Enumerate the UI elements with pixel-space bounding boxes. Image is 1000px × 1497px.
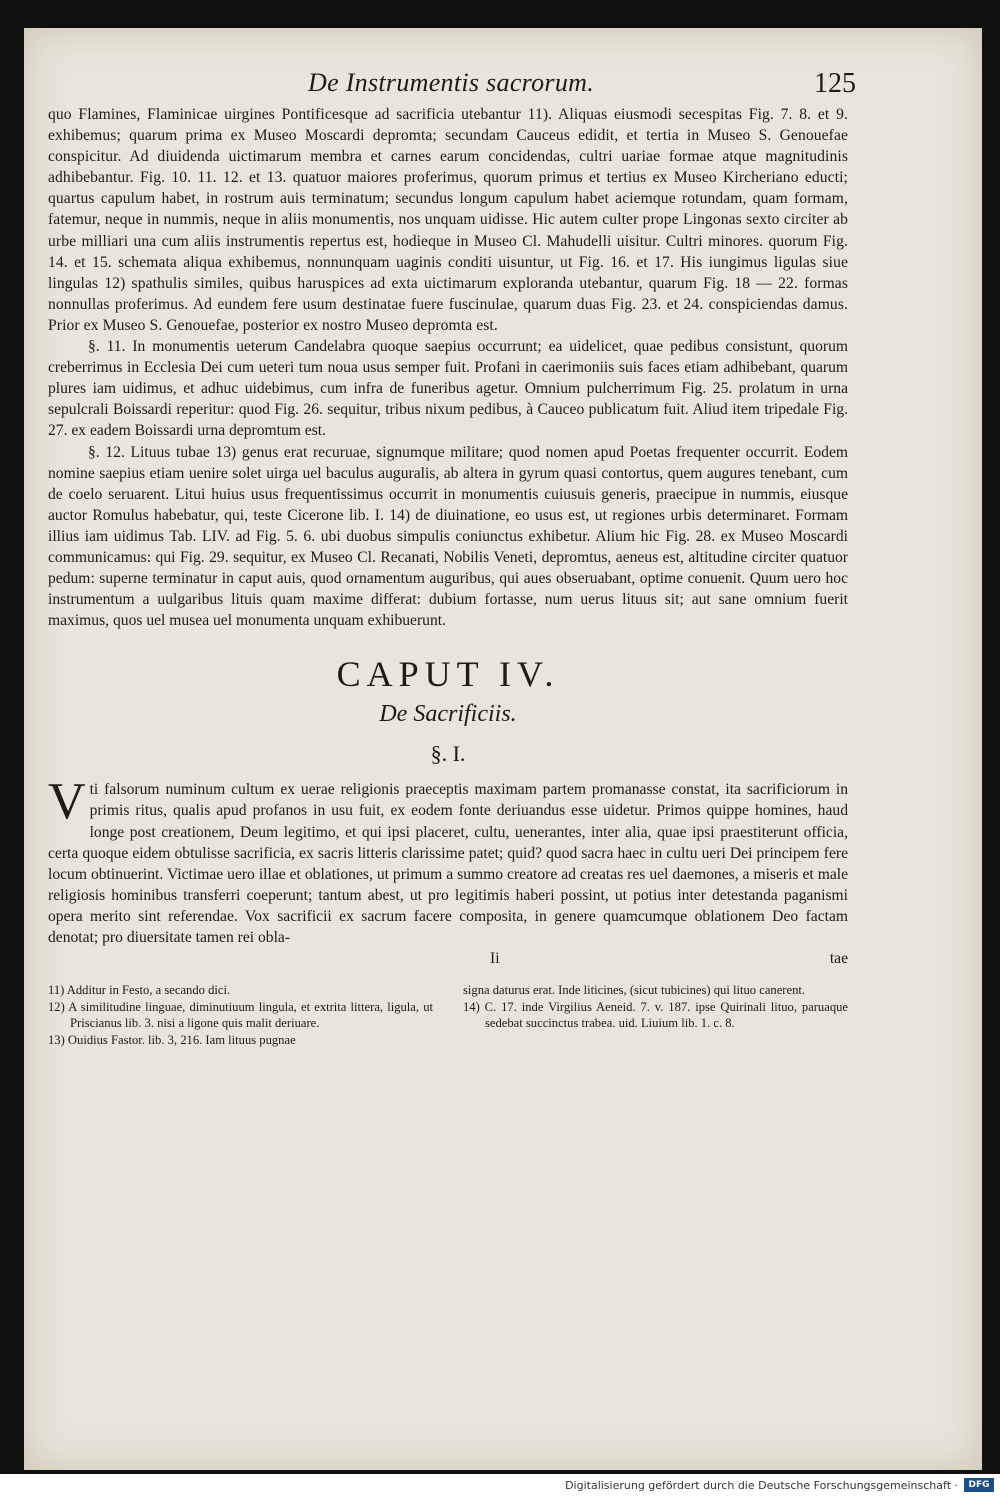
- chapter-paragraph-text: ti falsorum numinum cultum ex uerae religionis praeceptis maximam partem promanasse constat, ita sacrificiorum in primis ritus, qualis apud profanos in usu fuit, ex eodem fonte deriuandus esse uidetur. Primos quippe homines, haud longe post creationem, Deum legitimo, et qui ipsi placeret, cultu, uenerantes, inter alia, quae ipsi praestiterunt officia, certa quoque eidem obtulisse sacrificia, ex sacris litteris clarissime patet; quid? quod sacra haec in cultu ueri Dei principem fere locum obtinuerint. Victimae uero illae et oblationes, ut primum a summo creatore ad creatas res uel daemones, a miseris et male religiosis hominibus transferri coeperunt; tantum abest, ut pro legitimis haberi possint, ut potius inter detestanda paganismi opera merito sint referendae. Vox sacrificii ex sacrum facere composita, in genere quamcumque oblationem Deo factam denotat; pro diuersitate tamen rei obla-: [48, 781, 848, 946]
- paragraph-section-11: §. 11. In monumentis ueterum Candelabra quoque saepius occurrunt; ea uidelicet, quae pedibus consistunt, quorum creberrimus in Ecclesia Dei cum ueteri tum noua usus semper fuit. Profani in caerimoniis suis faces etiam adhibebant, quarum plures iam uidimus, et adhuc uidebimus, cum infra de funeribus agetur. Omnium pulcherrimum Fig. 25. prolatum in urna sepulcrali Boissardi reperitur: quod Fig. 26. sequitur, tribus nixum pedibus, à Cauceo publicatum fuit. Aliud item tripedale Fig. 27. ex eadem Boissardi urna depromtum est.: [48, 338, 848, 440]
- section-mark: §. I.: [430, 741, 466, 767]
- credit-text: Digitalisierung gefördert durch die Deutsche Forschungsgemeinschaft ·: [565, 1479, 958, 1492]
- chapter-subtitle: De Sacrificiis.: [379, 701, 517, 728]
- signature-mark: Ii: [490, 950, 500, 968]
- page-number: 125: [814, 68, 856, 99]
- digitization-credit-bar: [0, 1474, 1000, 1497]
- paragraph-section-12: §. 12. Lituus tubae 13) genus erat recuruae, signumque militare; quod nomen apud Poetas frequenter occurrit. Eodem nomine saepius etiam uenire solet uirga uel baculus auguralis, ab altera in gyrum quasi contortus, quem augures tenebant, cum de coelo seruarent. Litui huius usus frequentissimus occurrit in monumentis cuiusuis generis, praecipue in nummis, eiusque auctor Romulus habebatur, qui, teste Cicerone lib. I. 14) de diuinatione, eo usus est, ut regiones urbis determinaret. Formam illius iam uidimus Tab. LIV. ad Fig. 5. 6. ubi duobus simpulis coniunctus exhibetur. Alium hic Fig. 28. ex Museo Moscardi communicamus: qui Fig. 29. sequitur, ex Museo Cl. Recanati, Nobilis Veneti, depromtus, aeneus est, altitudine circiter quatuor pedum: superne terminatur in caput auis, quod ornamentum auguribus, qui aues obseruabant, optime conuenit. Quum uero hoc instrumentum a uulgaribus lituis quam maxime differat: dubium fortasse, num uerus lituus sit; aut sane omnium fuerit maximus, quos uel musea uel monumenta unquam exhibuerunt.: [48, 443, 848, 630]
- drop-cap: V: [48, 773, 86, 831]
- running-title: De Instrumentis sacrorum.: [308, 68, 595, 97]
- running-head: [48, 60, 856, 104]
- footnote: 14) C. 17. inde Virgilius Aeneid. 7. v. 187. ipse Quirinali lituo, paruaque sedebat succinctus trabea. uid. Liuium lib. 1. c. 8.: [463, 999, 848, 1031]
- paragraph-continuation: quo Flamines, Flaminicae uirgines Pontificesque ad sacrificia utebantur 11). Aliquas eiusmodi secespitas Fig. 7. 8. et 9. exhibemus; quarum prima ex Museo Moscardi depromta; secundam Cauceus edidit, et tertia in Museo S. Genouefae conspicitur. Ad diuidenda uictimarum membra et carnes earum concidendas, cultri uariae formae atque magnitudinis adhibebantur. Fig. 10. 11. 12. et 13. quatuor maiores proferimus, quorum primus et tertius ex Museo Kircheriano educti; quartus capulum habet, in rostrum auis terminatum; secundus longum capulum habet aciemque rotundam, quam formam, fatemur, neque in nummis, neque in aliis monumentis, nos unquam uidisse. Hic autem culter prope Lingonas sexto circiter ab urbe milliari una cum aliis instrumentis repertus est, hodieque in Museo Cl. Mahudelli uisitur. Cultri minores. quorum Fig. 14. et 15. schemata aliqua exhibemus, nonnunquam uaginis conditi uisuntur, ut Fig. 16. et 17. His iungimus ligulas siue lingulas 12) spathulis similes, quibus haruspices ad exta uictimarum exploranda utebantur, quarum Fig. 18 — 22. formas nonnullas proferimus. Ad eundem fere usum destinatae fuere fuscinulae, quarum duas Fig. 23. et 24. conspiciendas damus. Prior ex Museo S. Genouefae, posterior ex nostro Museo depromta est.: [48, 106, 848, 334]
- footnotes: [48, 982, 848, 1048]
- dfg-logo-icon: DFG: [964, 1478, 994, 1492]
- footnote: 11) Additur in Festo, a secando dici.: [48, 983, 231, 998]
- signature-line: [48, 948, 848, 974]
- footnotes-right-column: [463, 982, 848, 1048]
- catchword: tae: [829, 950, 848, 968]
- footnote: 13) Ouidius Fastor. lib. 3, 216. Iam lituus pugnae: [48, 1032, 296, 1047]
- footnotes-left-column: [48, 982, 433, 1048]
- chapter-paragraph: [48, 773, 848, 948]
- footnote-continuation: signa daturus erat. Inde liticines, (sicut tubicines) qui lituo canerent.: [463, 983, 806, 998]
- chapter-title: CAPUT IV.: [336, 654, 560, 695]
- book-page: [48, 60, 856, 1048]
- footnote: 12) A similitudine linguae, diminutiuum lingula, et extrita littera, ligula, ut Priscianus lib. 3. nisi a ligone quis malit deriuare.: [48, 999, 433, 1031]
